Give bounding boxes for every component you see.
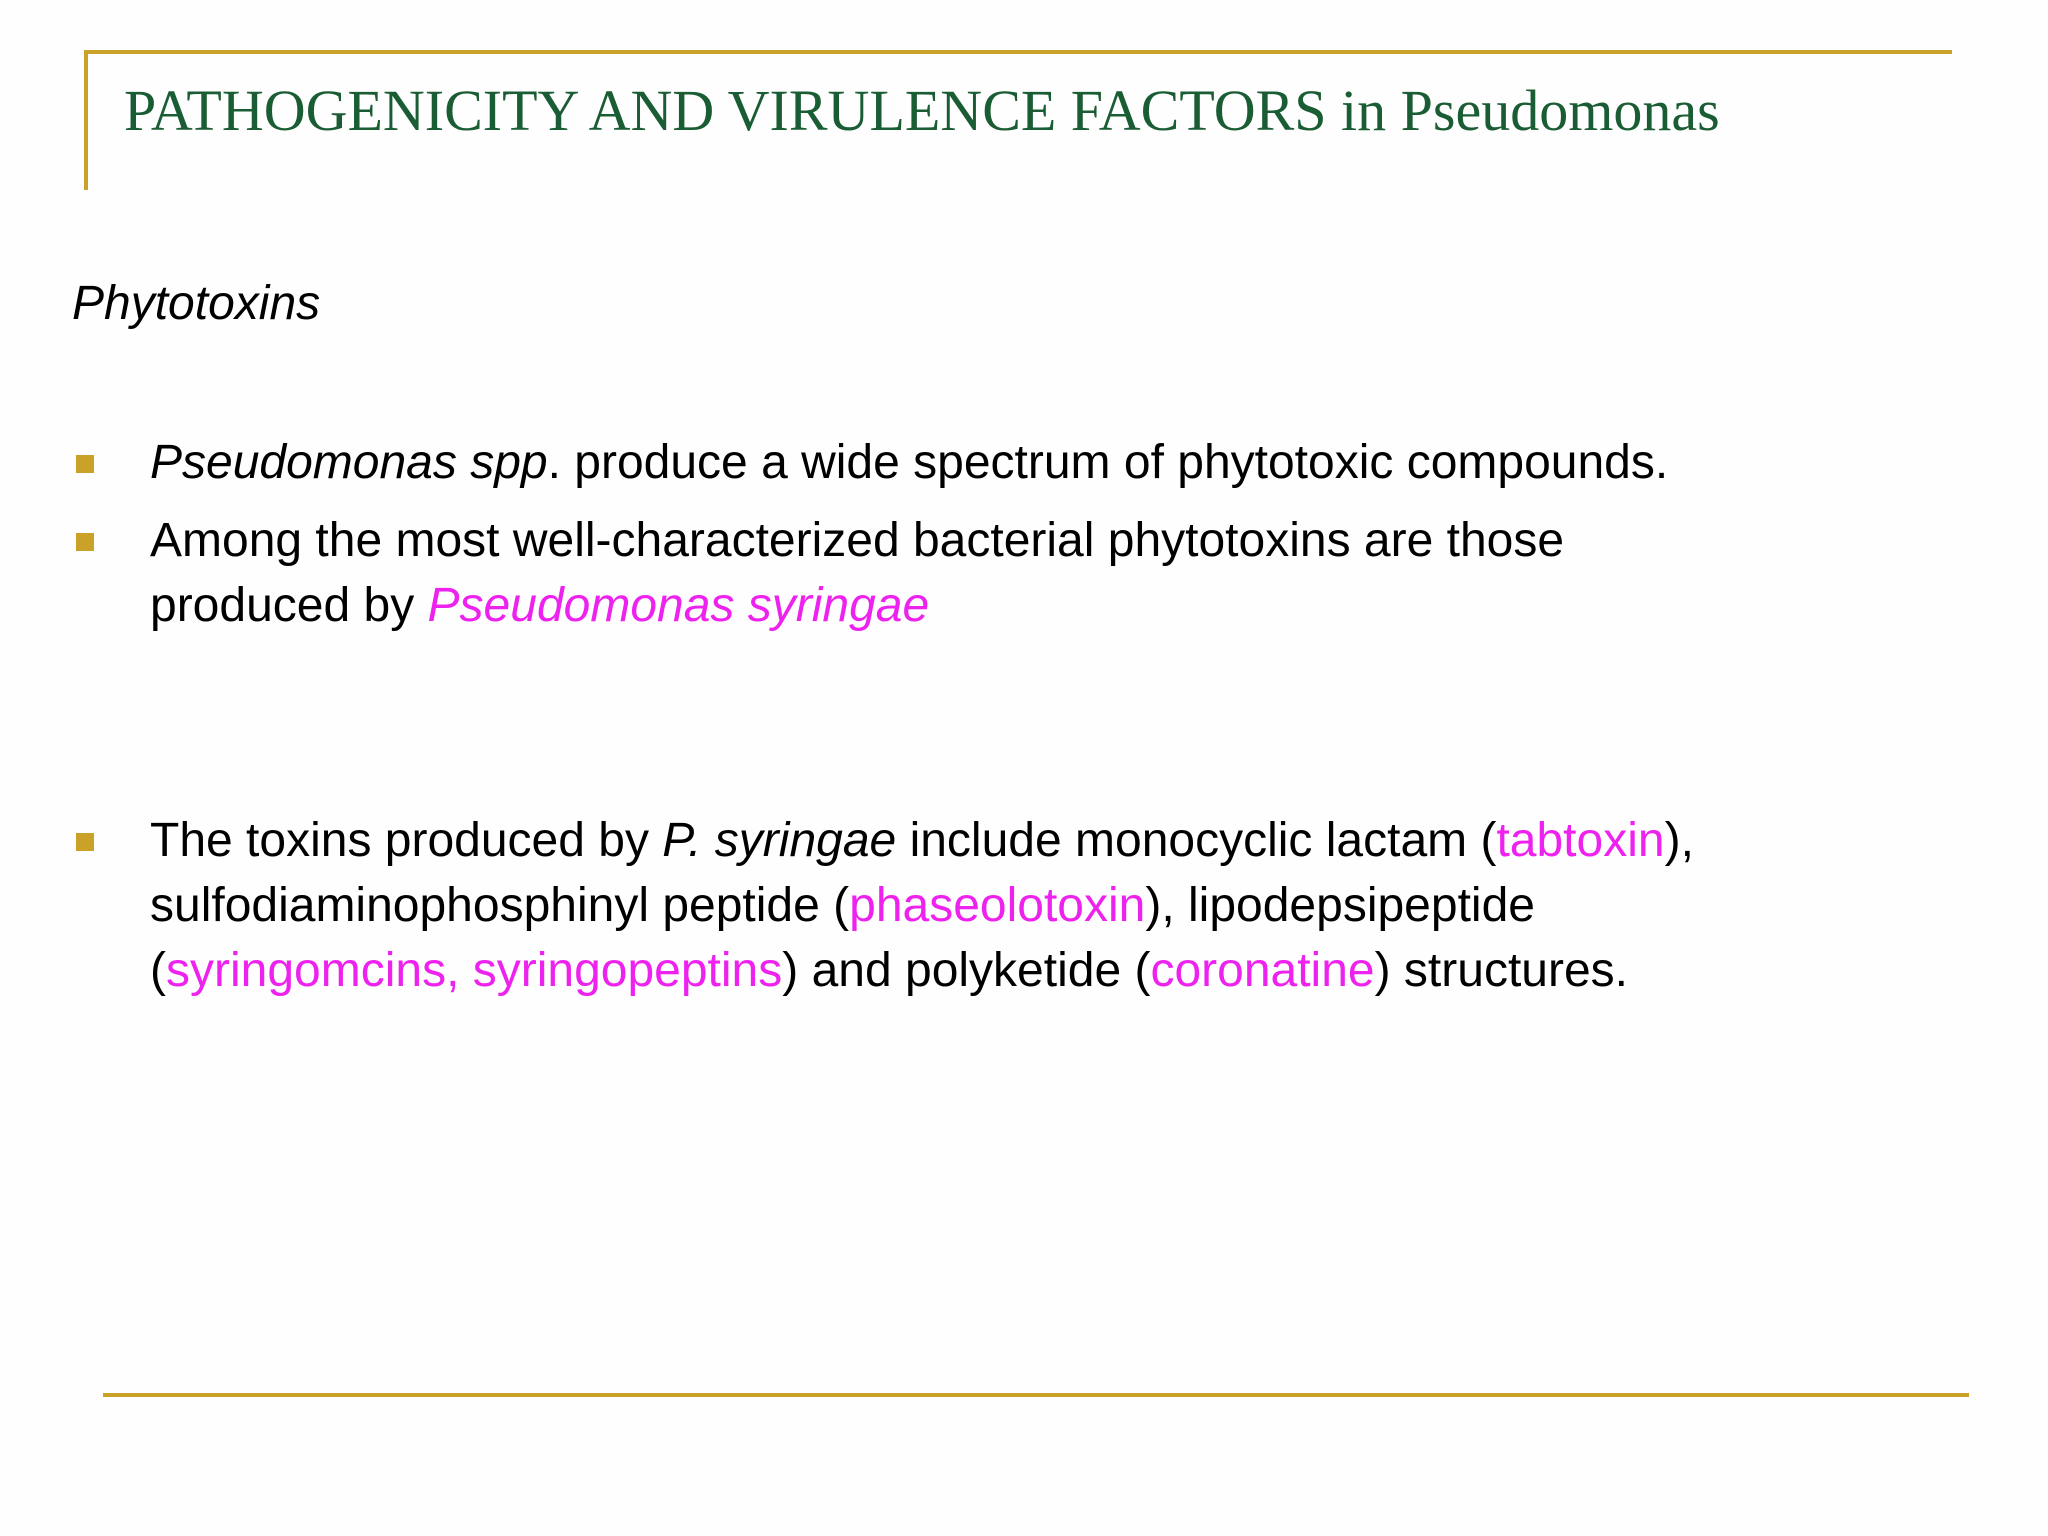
bullet-text: The toxins produced by <box>150 814 663 867</box>
bullet-item <box>150 430 2010 495</box>
frame-top-rule <box>84 50 1952 54</box>
bullet-italic-species: P. syringae <box>662 814 897 867</box>
bullet-text: include monocyclic lactam ( <box>896 814 1497 867</box>
highlighted-toxin-phaseolotoxin: phaseolotoxin <box>849 879 1146 932</box>
bullet-text: ( <box>150 944 166 997</box>
bullet-text: sulfodiaminophosphinyl peptide ( <box>150 879 850 932</box>
bullet-text: ) structures. <box>1374 944 1628 997</box>
highlighted-toxin-syringomycins: syringomcins, syringopeptins <box>165 944 783 997</box>
bullet-text: . produce a wide spectrum of phytotoxic compounds. <box>547 436 1669 489</box>
bullet-text: ) and polyketide ( <box>782 944 1151 997</box>
square-bullet-icon <box>76 455 94 473</box>
bullet-text: ), <box>1664 814 1694 867</box>
frame-bottom-rule <box>103 1393 1969 1397</box>
highlighted-toxin-coronatine: coronatine <box>1150 944 1375 997</box>
highlighted-species: Pseudomonas syringae <box>427 579 930 632</box>
bullet-text-prefix: produced by <box>150 579 428 632</box>
section-heading: Phytotoxins <box>72 277 321 330</box>
frame-left-rule <box>84 50 88 190</box>
bullet-text: ), lipodepsipeptide <box>1145 879 1535 932</box>
bullet-item <box>150 808 2010 1003</box>
square-bullet-icon <box>76 533 94 551</box>
highlighted-toxin-tabtoxin: tabtoxin <box>1496 814 1665 867</box>
slide-title: PATHOGENICITY AND VIRULENCE FACTORS in Pseudomonas <box>124 78 1720 143</box>
square-bullet-icon <box>76 833 94 851</box>
bullet-italic-lead: Pseudomonas spp <box>150 436 548 489</box>
bullet-text-line1: Among the most well-characterized bacterial phytotoxins are those <box>150 514 1565 567</box>
bullet-item <box>150 508 2010 638</box>
